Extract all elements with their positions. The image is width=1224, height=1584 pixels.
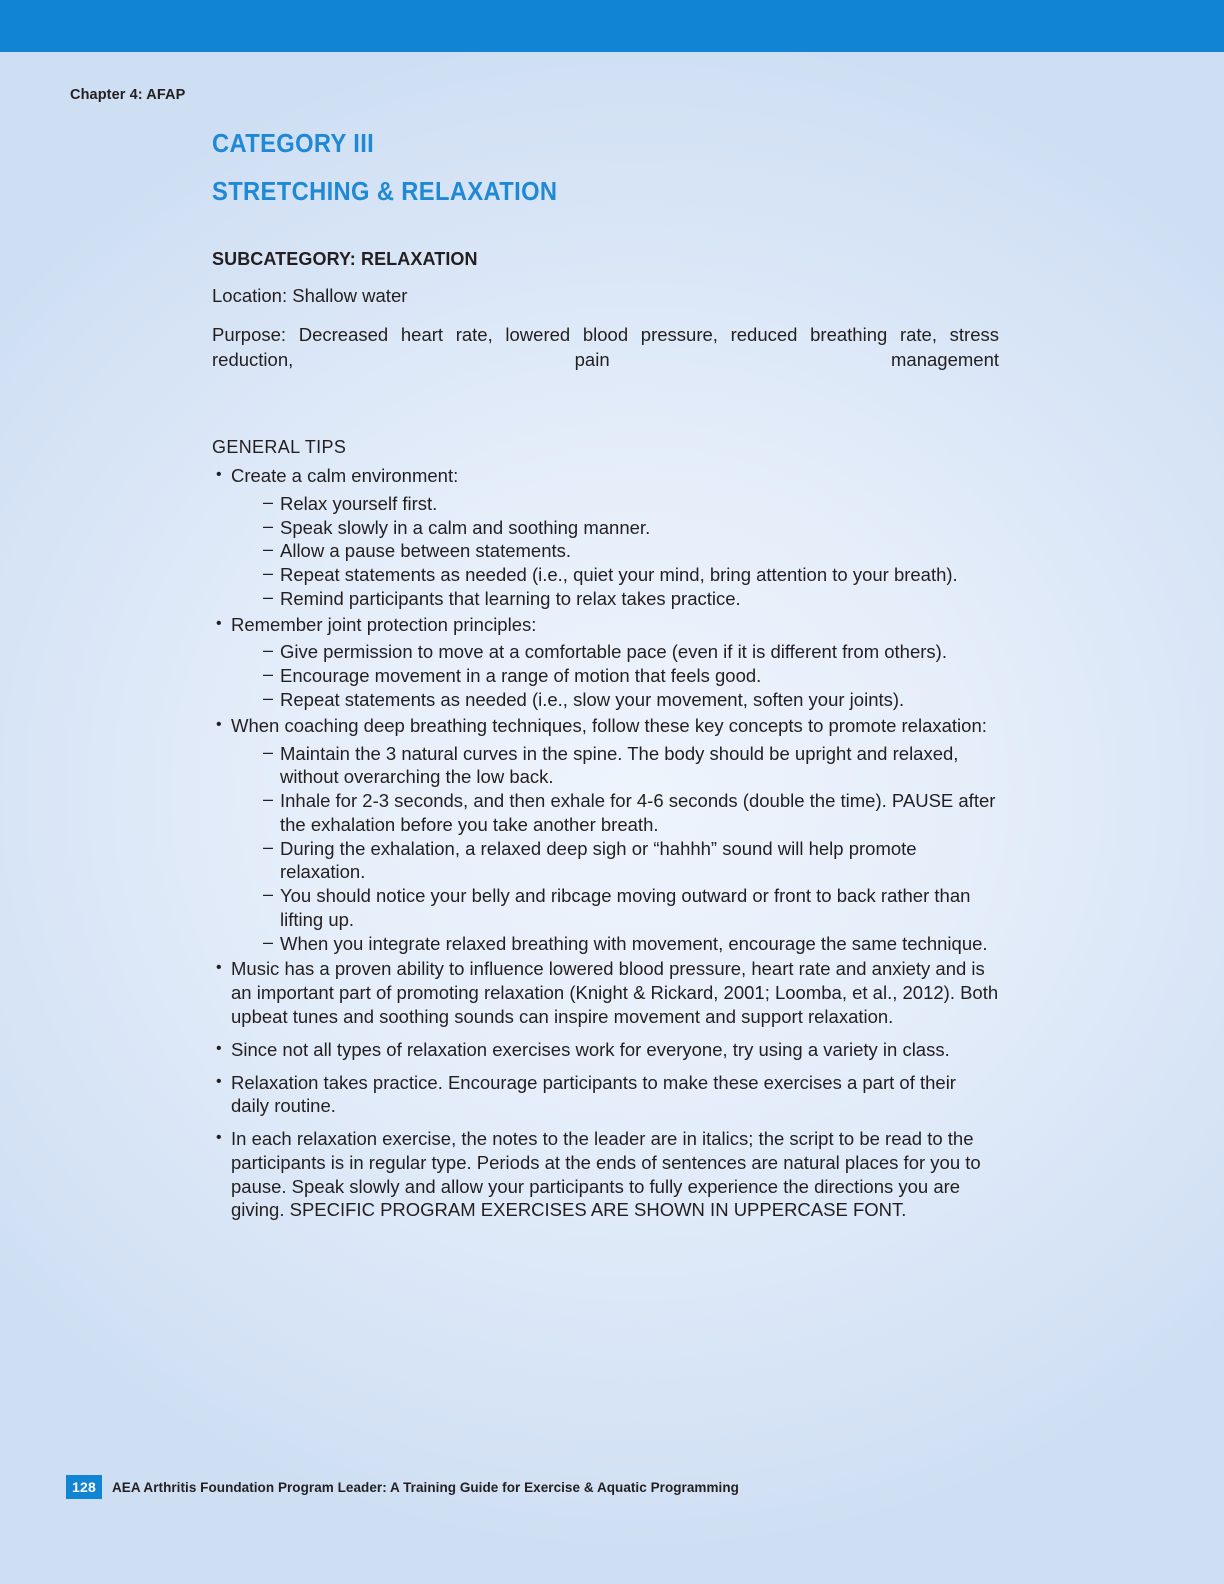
tip-subbullet-text: Relax yourself first. (280, 492, 438, 514)
dash-bullet-icon: – (263, 884, 274, 905)
tip-subbullet-text: Allow a pause between statements. (280, 540, 572, 562)
bullet-dot-icon: • (216, 614, 222, 632)
page-footer (66, 1475, 739, 1499)
tip-bullet-text: Remember joint protection principles: (231, 613, 537, 635)
tip-sublist (231, 640, 999, 711)
bullet-dot-icon: • (216, 1129, 222, 1147)
general-tips-heading: GENERAL TIPS (212, 437, 347, 458)
bullet-dot-icon: • (216, 1072, 222, 1090)
tip-subbullet-text: When you integrate relaxed breathing with movement, encourage the same technique. (280, 932, 988, 954)
dash-bullet-icon: – (263, 563, 274, 584)
dash-bullet-icon: – (263, 491, 274, 512)
footer-title-text: AEA Arthritis Foundation Program Leader: A Training Guide for Exercise & Aquatic Programming (111, 1479, 739, 1495)
tip-subbullet-text: Remind participants that learning to relax takes practice. (280, 587, 741, 609)
dash-bullet-icon: – (263, 640, 274, 661)
tip-subbullet-text: Encourage movement in a range of motion that feels good. (280, 665, 762, 687)
purpose-line: Purpose: Decreased heart rate, lowered blood pressure, reduced breathing rate, stress reduction, pain management (212, 323, 999, 370)
tip-subbullet (263, 688, 999, 712)
header-blue-bar (0, 0, 1224, 52)
location-line: Location: Shallow water (212, 285, 408, 306)
tip-subbullet-text: During the exhalation, a relaxed deep sigh or “hahhh” sound will help promote relaxation. (280, 837, 917, 883)
tip-subbullet-text: Speak slowly in a calm and soothing manner. (280, 516, 651, 538)
tip-bullet-text: When coaching deep breathing techniques, follow these key concepts to promote relaxation: (231, 714, 987, 736)
dash-bullet-icon: – (263, 539, 274, 560)
subcategory-heading: SUBCATEGORY: RELAXATION (212, 249, 478, 269)
bullet-dot-icon: • (216, 715, 222, 733)
tip-bullet (212, 1071, 999, 1119)
dash-bullet-icon: – (263, 515, 274, 536)
tip-subbullet-text: Give permission to move at a comfortable pace (even if it is different from others). (280, 641, 947, 663)
tip-subbullet-text: Repeat statements as needed (i.e., slow your movement, soften your joints). (280, 689, 905, 711)
category-title: CATEGORY III (212, 130, 375, 158)
tip-subbullet-text: Inhale for 2-3 seconds, and then exhale for 4-6 seconds (double the time). PAUSE after the exhalation before you take another breath. (280, 790, 996, 835)
tip-subbullet-text: Repeat statements as needed (i.e., quiet your mind, bring attention to your breath). (280, 564, 958, 586)
category-subtitle: STRETCHING & RELAXATION (212, 177, 558, 206)
tip-subbullet (263, 742, 999, 790)
tip-bullet (212, 464, 999, 611)
page-number-badge: 128 (66, 1475, 102, 1499)
bullet-dot-icon: • (216, 1039, 222, 1057)
dash-bullet-icon: – (263, 586, 274, 607)
tip-bullet (212, 957, 999, 1028)
tip-bullet (212, 714, 999, 956)
dash-bullet-icon: – (263, 664, 274, 685)
tip-subbullet (263, 563, 999, 587)
tip-subbullet (263, 837, 999, 885)
dash-bullet-icon: – (263, 836, 274, 857)
tip-bullet (212, 1038, 999, 1062)
running-head-chapter: Chapter 4: AFAP (70, 87, 186, 103)
tip-bullet-text: Music has a proven ability to influence lowered blood pressure, heart rate and anxiety and is an important part of promoting relaxation (Knight & Rickard, 2001; Loomba, et al., 2012). Both upbeat tunes and soothing sounds can inspire movement and support relaxation. (231, 958, 999, 1027)
tip-bullet-text: In each relaxation exercise, the notes to the leader are in italics; the script to be read to the participants is in regular type. Periods at the ends of sentences are natural places for you to pause. Speak slowly and allow your participants to fully experience the directions you are giving. SPECIFIC PROGRAM EXERCISES ARE SHOWN IN UPPERCASE FONT. (231, 1128, 981, 1221)
tip-bullet (212, 1127, 999, 1222)
tip-subbullet (263, 492, 999, 516)
dash-bullet-icon: – (263, 931, 274, 952)
tip-subbullet (263, 932, 999, 956)
general-tips-list (212, 464, 999, 1222)
bullet-dot-icon: • (216, 959, 222, 977)
tip-subbullet (263, 587, 999, 611)
tip-subbullet (263, 664, 999, 688)
tip-subbullet (263, 640, 999, 664)
tip-bullet-text: Relaxation takes practice. Encourage participants to make these exercises a part of their daily routine. (231, 1071, 956, 1117)
tip-subbullet (263, 516, 999, 540)
page-content (212, 132, 999, 1231)
tip-bullet-text: Since not all types of relaxation exercises work for everyone, try using a variety in class. (231, 1038, 950, 1060)
bullet-dot-icon: • (216, 466, 222, 484)
dash-bullet-icon: – (263, 741, 274, 762)
tip-subbullet-text: You should notice your belly and ribcage moving outward or front to back rather than lifting up. (280, 885, 971, 930)
tip-subbullet (263, 884, 999, 932)
tip-subbullet-text: Maintain the 3 natural curves in the spine. The body should be upright and relaxed, without overarching the low back. (280, 742, 959, 788)
tip-subbullet (263, 539, 999, 563)
tip-bullet (212, 613, 999, 712)
dash-bullet-icon: – (263, 789, 274, 810)
tip-subbullet (263, 789, 999, 837)
dash-bullet-icon: – (263, 688, 274, 709)
tip-bullet-text: Create a calm environment: (231, 465, 459, 487)
tip-sublist (231, 742, 999, 956)
tip-sublist (231, 492, 999, 611)
